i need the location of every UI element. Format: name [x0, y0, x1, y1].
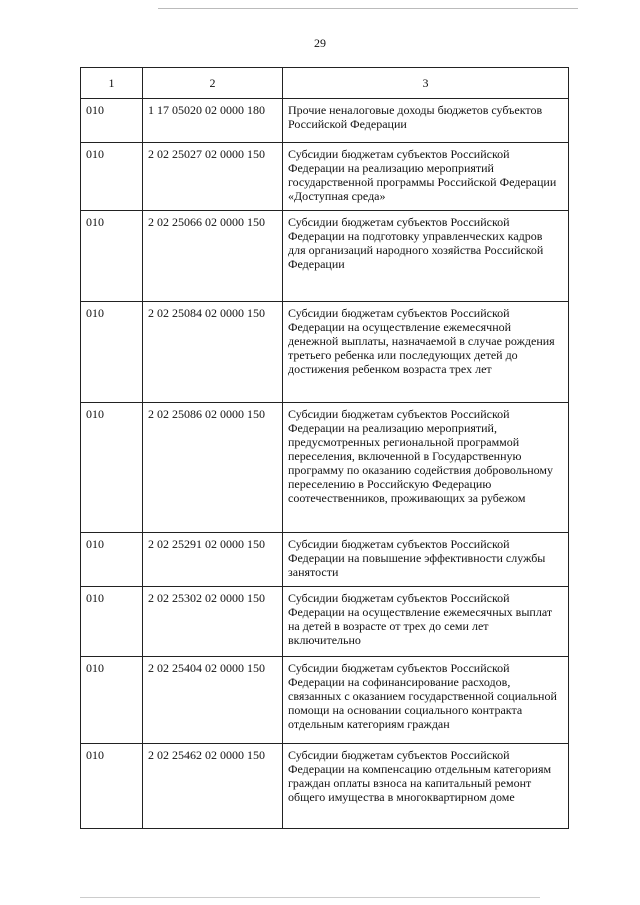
budget-classification-code-cell: 2 02 25404 02 0000 150: [143, 657, 283, 744]
income-name-cell: Субсидии бюджетам субъектов Российской Федерации на повышение эффективности службы занятости: [283, 533, 569, 587]
budget-classification-code-cell: 2 02 25066 02 0000 150: [143, 211, 283, 302]
table-row: [81, 211, 569, 302]
admin-code-cell: 010: [81, 143, 143, 211]
admin-code-cell: 010: [81, 211, 143, 302]
admin-code-cell: 010: [81, 403, 143, 533]
budget-codes-table: [80, 67, 569, 829]
table-row: [81, 403, 569, 533]
bottom-rule: [80, 897, 540, 898]
column-header-3: 3: [283, 68, 569, 99]
table-row: [81, 302, 569, 403]
top-rule: [158, 8, 578, 9]
admin-code-cell: 010: [81, 302, 143, 403]
table-header-row: [81, 68, 569, 99]
page-number: 29: [314, 36, 326, 50]
admin-code-cell: 010: [81, 587, 143, 657]
budget-classification-code-cell: 1 17 05020 02 0000 180: [143, 99, 283, 143]
table-row: [81, 99, 569, 143]
table-row: [81, 533, 569, 587]
income-name-cell: Субсидии бюджетам субъектов Российской Федерации на реализацию мероприятий, предусмотренных региональной программой переселения, включенной в Государственную программу по оказанию содействия добровольному переселению в Российскую Федерацию соотечественников, проживающих за рубежом: [283, 403, 569, 533]
income-name-cell: Субсидии бюджетам субъектов Российской Федерации на реализацию мероприятий государственной программы Российской Федерации «Доступная среда»: [283, 143, 569, 211]
budget-classification-code-cell: 2 02 25302 02 0000 150: [143, 587, 283, 657]
budget-classification-code-cell: 2 02 25027 02 0000 150: [143, 143, 283, 211]
admin-code-cell: 010: [81, 99, 143, 143]
income-name-cell: Субсидии бюджетам субъектов Российской Федерации на софинансирование расходов, связанных с оказанием государственной социальной помощи на основании социального контракта отдельным категориям граждан: [283, 657, 569, 744]
table-row: [81, 587, 569, 657]
budget-classification-code-cell: 2 02 25291 02 0000 150: [143, 533, 283, 587]
income-name-cell: Субсидии бюджетам субъектов Российской Федерации на подготовку управленческих кадров для организаций народного хозяйства Российской Федерации: [283, 211, 569, 302]
budget-classification-code-cell: 2 02 25084 02 0000 150: [143, 302, 283, 403]
table-row: [81, 143, 569, 211]
table-row: [81, 657, 569, 744]
admin-code-cell: 010: [81, 744, 143, 829]
income-name-cell: Субсидии бюджетам субъектов Российской Федерации на компенсацию отдельным категориям граждан оплаты взноса на капитальный ремонт общего имущества в многоквартирном доме: [283, 744, 569, 829]
budget-classification-code-cell: 2 02 25462 02 0000 150: [143, 744, 283, 829]
column-header-2: 2: [143, 68, 283, 99]
admin-code-cell: 010: [81, 657, 143, 744]
income-name-cell: Субсидии бюджетам субъектов Российской Федерации на осуществление ежемесячной денежной выплаты, назначаемой в случае рождения третьего ребенка или последующих детей до достижения ребенком возраста трех лет: [283, 302, 569, 403]
table-row: [81, 744, 569, 829]
admin-code-cell: 010: [81, 533, 143, 587]
column-header-1: 1: [81, 68, 143, 99]
budget-classification-code-cell: 2 02 25086 02 0000 150: [143, 403, 283, 533]
income-name-cell: Субсидии бюджетам субъектов Российской Федерации на осуществление ежемесячных выплат на детей в возрасте от трех до семи лет включительно: [283, 587, 569, 657]
income-name-cell: Прочие неналоговые доходы бюджетов субъектов Российской Федерации: [283, 99, 569, 143]
